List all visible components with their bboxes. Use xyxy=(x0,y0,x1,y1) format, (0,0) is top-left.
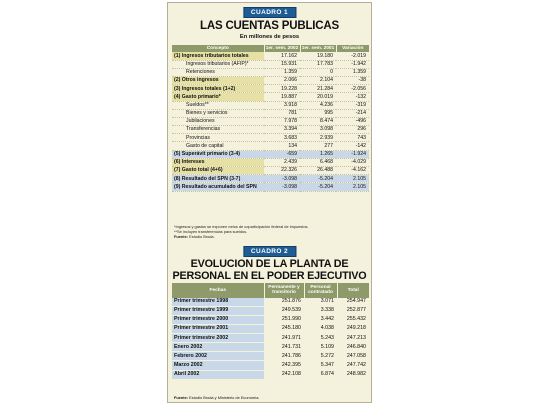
cuadro2-badge: CUADRO 2 xyxy=(243,246,296,257)
row-label: (6) Intereses xyxy=(172,158,264,166)
row-label: Transferencias xyxy=(172,126,264,134)
cuadro2-title-line2: PERSONAL EN EL PODER EJECUTIVO xyxy=(172,269,367,282)
cell-variacion: 296 xyxy=(336,126,369,134)
cell-2002: 1.359 xyxy=(264,68,300,76)
source-text: Estudio Broda y Ministerio de Economía. xyxy=(189,395,260,400)
table-row xyxy=(172,343,369,352)
table-row xyxy=(172,175,369,183)
cell-2001: 3.098 xyxy=(300,126,336,134)
table-row xyxy=(172,101,369,109)
table-row xyxy=(172,306,369,315)
cell-2001: 26.488 xyxy=(300,167,336,175)
cell-variacion: -2.019 xyxy=(336,52,369,60)
row-label: Ingresos tributarios (AFIP)* xyxy=(172,60,264,68)
table-row xyxy=(172,117,369,125)
cell-total: 248.982 xyxy=(337,370,369,379)
row-label: Gasto de capital xyxy=(172,142,264,150)
table-row xyxy=(172,134,369,142)
row-label: Primer trimestre 2002 xyxy=(172,334,264,343)
cell-2002: 2.066 xyxy=(264,76,300,84)
row-label: (5) Superávit primario (3-4) xyxy=(172,150,264,158)
table-row xyxy=(172,76,369,84)
cell-2002: 134 xyxy=(264,142,300,150)
cell-permanente: 241.731 xyxy=(264,343,304,352)
col-header-total: Total xyxy=(337,283,369,298)
table-row xyxy=(172,158,369,166)
table-row xyxy=(172,183,369,191)
cell-2001: 277 xyxy=(300,142,336,150)
cell-variacion: -496 xyxy=(336,117,369,125)
cell-2002: 19.228 xyxy=(264,85,300,93)
row-label: Provincias xyxy=(172,134,264,142)
table-row xyxy=(172,298,369,307)
table-header-row xyxy=(172,45,369,52)
row-label: (9) Resultado acumulado del SPN xyxy=(172,183,264,191)
col-header-sem-2002: 1er. sem. 2002 xyxy=(265,46,299,51)
source-label: Fuente: xyxy=(174,233,189,239)
note-2: **Se incluyen transferencias para sueldos. xyxy=(174,228,248,234)
cell-contratado: 3.338 xyxy=(304,306,337,315)
cell-2002: 19.887 xyxy=(264,93,300,101)
cell-variacion: 2.105 xyxy=(336,183,369,191)
note-1: *Ingresos y gastos se exponen netos de coparticipación federal de impuestos. xyxy=(174,224,309,229)
cell-variacion: 1.359 xyxy=(336,68,369,76)
cell-2001: 8.474 xyxy=(300,117,336,125)
cell-permanente: 242.108 xyxy=(264,370,304,379)
table-row xyxy=(172,142,369,150)
table-row xyxy=(172,325,369,334)
row-label: Jubilaciones xyxy=(172,117,264,125)
table-row xyxy=(172,150,369,158)
cell-total: 252.877 xyxy=(337,306,369,315)
newspaper-panel xyxy=(167,2,372,403)
cell-2002: 2.439 xyxy=(264,158,300,166)
cell-total: 255.432 xyxy=(337,316,369,325)
cell-permanente: 251.876 xyxy=(264,298,304,307)
cell-total: 246.840 xyxy=(337,343,369,352)
cell-variacion: -319 xyxy=(336,101,369,109)
cuentas-publicas-table xyxy=(172,45,369,192)
cell-2001: 1.265 xyxy=(300,150,336,158)
row-label: Abril 2002 xyxy=(172,370,264,379)
row-label: (8) Resultado del SPN (3-7) xyxy=(172,175,264,183)
cell-permanente: 245.180 xyxy=(264,325,304,334)
table-row xyxy=(172,334,369,343)
cell-2002: 3.394 xyxy=(264,126,300,134)
cell-2001: -5.204 xyxy=(300,175,336,183)
cell-2001: 21.284 xyxy=(300,85,336,93)
cell-2002: 15.931 xyxy=(264,60,300,68)
table-header-row xyxy=(172,283,369,298)
cell-2001: 19.180 xyxy=(300,52,336,60)
row-label: Primer trimestre 2001 xyxy=(172,325,264,334)
row-label: (3) Ingresos totales (1+2) xyxy=(172,85,264,93)
cell-variacion: -132 xyxy=(336,93,369,101)
row-label: (2) Otros ingresos xyxy=(172,76,264,84)
cell-variacion: -142 xyxy=(336,142,369,150)
col-header-fechas: Fechas xyxy=(172,283,264,298)
table-row xyxy=(172,316,369,325)
cell-contratado: 6.874 xyxy=(304,370,337,379)
cell-2002: 7.978 xyxy=(264,117,300,125)
planta-personal-table xyxy=(172,283,369,380)
cell-2001: 995 xyxy=(300,109,336,117)
cuadro2-title-line1: EVOLUCION DE LA PLANTA DE xyxy=(190,258,349,270)
table-row xyxy=(172,370,369,379)
cell-2001: 20.019 xyxy=(300,93,336,101)
row-label: Febrero 2002 xyxy=(172,352,264,361)
cell-total: 247.213 xyxy=(337,334,369,343)
table-row xyxy=(172,361,369,370)
row-label: Bienes y servicios xyxy=(172,109,264,117)
table-row xyxy=(172,167,369,175)
cell-2001: 2.939 xyxy=(300,134,336,142)
cell-contratado: 5.243 xyxy=(304,334,337,343)
cell-2001: 0 xyxy=(300,68,336,76)
cell-2001: 4.236 xyxy=(300,101,336,109)
table-row xyxy=(172,85,369,93)
row-label: Primer trimestre 2000 xyxy=(172,316,264,325)
cell-2002: -659 xyxy=(264,150,300,158)
row-label: (7) Gasto total (4+6) xyxy=(172,167,264,175)
cell-2001: 17.783 xyxy=(300,60,336,68)
source-label: Fuente: xyxy=(174,395,189,400)
cell-contratado: 5.272 xyxy=(304,352,337,361)
table-row xyxy=(172,352,369,361)
table-row xyxy=(172,126,369,134)
cuadro1-badge: CUADRO 1 xyxy=(243,7,296,18)
cell-2001: 6.468 xyxy=(300,158,336,166)
cell-variacion: -1.924 xyxy=(336,150,369,158)
row-label: Enero 2002 xyxy=(172,343,264,352)
cell-total: 247.742 xyxy=(337,361,369,370)
cuadro1-title: LAS CUENTAS PUBLICAS xyxy=(200,20,339,32)
cell-2002: -3.098 xyxy=(264,175,300,183)
cell-2002: 781 xyxy=(264,109,300,117)
cell-2001: 2.104 xyxy=(300,76,336,84)
cell-permanente: 241.786 xyxy=(264,352,304,361)
cuadro2-source xyxy=(174,396,369,401)
cell-total: 254.947 xyxy=(337,298,369,307)
cell-variacion: -2.056 xyxy=(336,85,369,93)
table-row xyxy=(172,109,369,117)
cell-2002: 17.162 xyxy=(264,52,300,60)
table-row xyxy=(172,60,369,68)
cell-2002: 3.918 xyxy=(264,101,300,109)
cuadro1-subtitle: En millones de pesos xyxy=(239,34,300,40)
col-header-sem-2001: 1er. sem. 2001 xyxy=(301,46,335,51)
cell-variacion: -4.162 xyxy=(336,167,369,175)
row-label: Retenciones xyxy=(172,68,264,76)
cell-contratado: 4.038 xyxy=(304,325,337,334)
table-row xyxy=(172,93,369,101)
cell-permanente: 251.990 xyxy=(264,316,304,325)
cell-variacion: 2.105 xyxy=(336,175,369,183)
cell-contratado: 5.347 xyxy=(304,361,337,370)
row-label: Primer trimestre 1999 xyxy=(172,306,264,315)
table-row xyxy=(172,68,369,76)
row-label: Marzo 2002 xyxy=(172,361,264,370)
cell-total: 247.058 xyxy=(337,352,369,361)
cell-variacion: -38 xyxy=(336,76,369,84)
cell-variacion: 743 xyxy=(336,134,369,142)
cell-contratado: 3.071 xyxy=(304,298,337,307)
cell-2002: 22.326 xyxy=(264,167,300,175)
row-label: Sueldos** xyxy=(172,101,264,109)
source-text: Estudio Broda. xyxy=(189,233,215,239)
col-header-permanente: Permanente y transitorio xyxy=(264,283,304,298)
col-header-contratado: Personal contratado xyxy=(304,283,337,298)
cell-variacion: -4.029 xyxy=(336,158,369,166)
table-row xyxy=(172,52,369,60)
cell-permanente: 242.395 xyxy=(264,361,304,370)
col-header-variacion: Variación xyxy=(336,45,369,52)
cell-variacion: -1.942 xyxy=(336,60,369,68)
cuadro1-notes xyxy=(174,225,369,239)
col-header-concepto: Concepto xyxy=(172,45,264,52)
cuadro1-source xyxy=(174,235,369,240)
cell-2002: 3.683 xyxy=(264,134,300,142)
cell-total: 249.218 xyxy=(337,325,369,334)
row-label: (4) Gasto primario* xyxy=(172,93,264,101)
cuadro2-title xyxy=(168,259,371,282)
cell-2001: -5.204 xyxy=(300,183,336,191)
cell-2002: -3.098 xyxy=(264,183,300,191)
cell-permanente: 249.539 xyxy=(264,306,304,315)
cell-contratado: 5.109 xyxy=(304,343,337,352)
cell-contratado: 3.442 xyxy=(304,316,337,325)
row-label: Primer trimestre 1998 xyxy=(172,298,264,307)
cell-permanente: 241.971 xyxy=(264,334,304,343)
row-label: (1) Ingresos tributarios totales xyxy=(172,52,264,60)
cell-variacion: -214 xyxy=(336,109,369,117)
